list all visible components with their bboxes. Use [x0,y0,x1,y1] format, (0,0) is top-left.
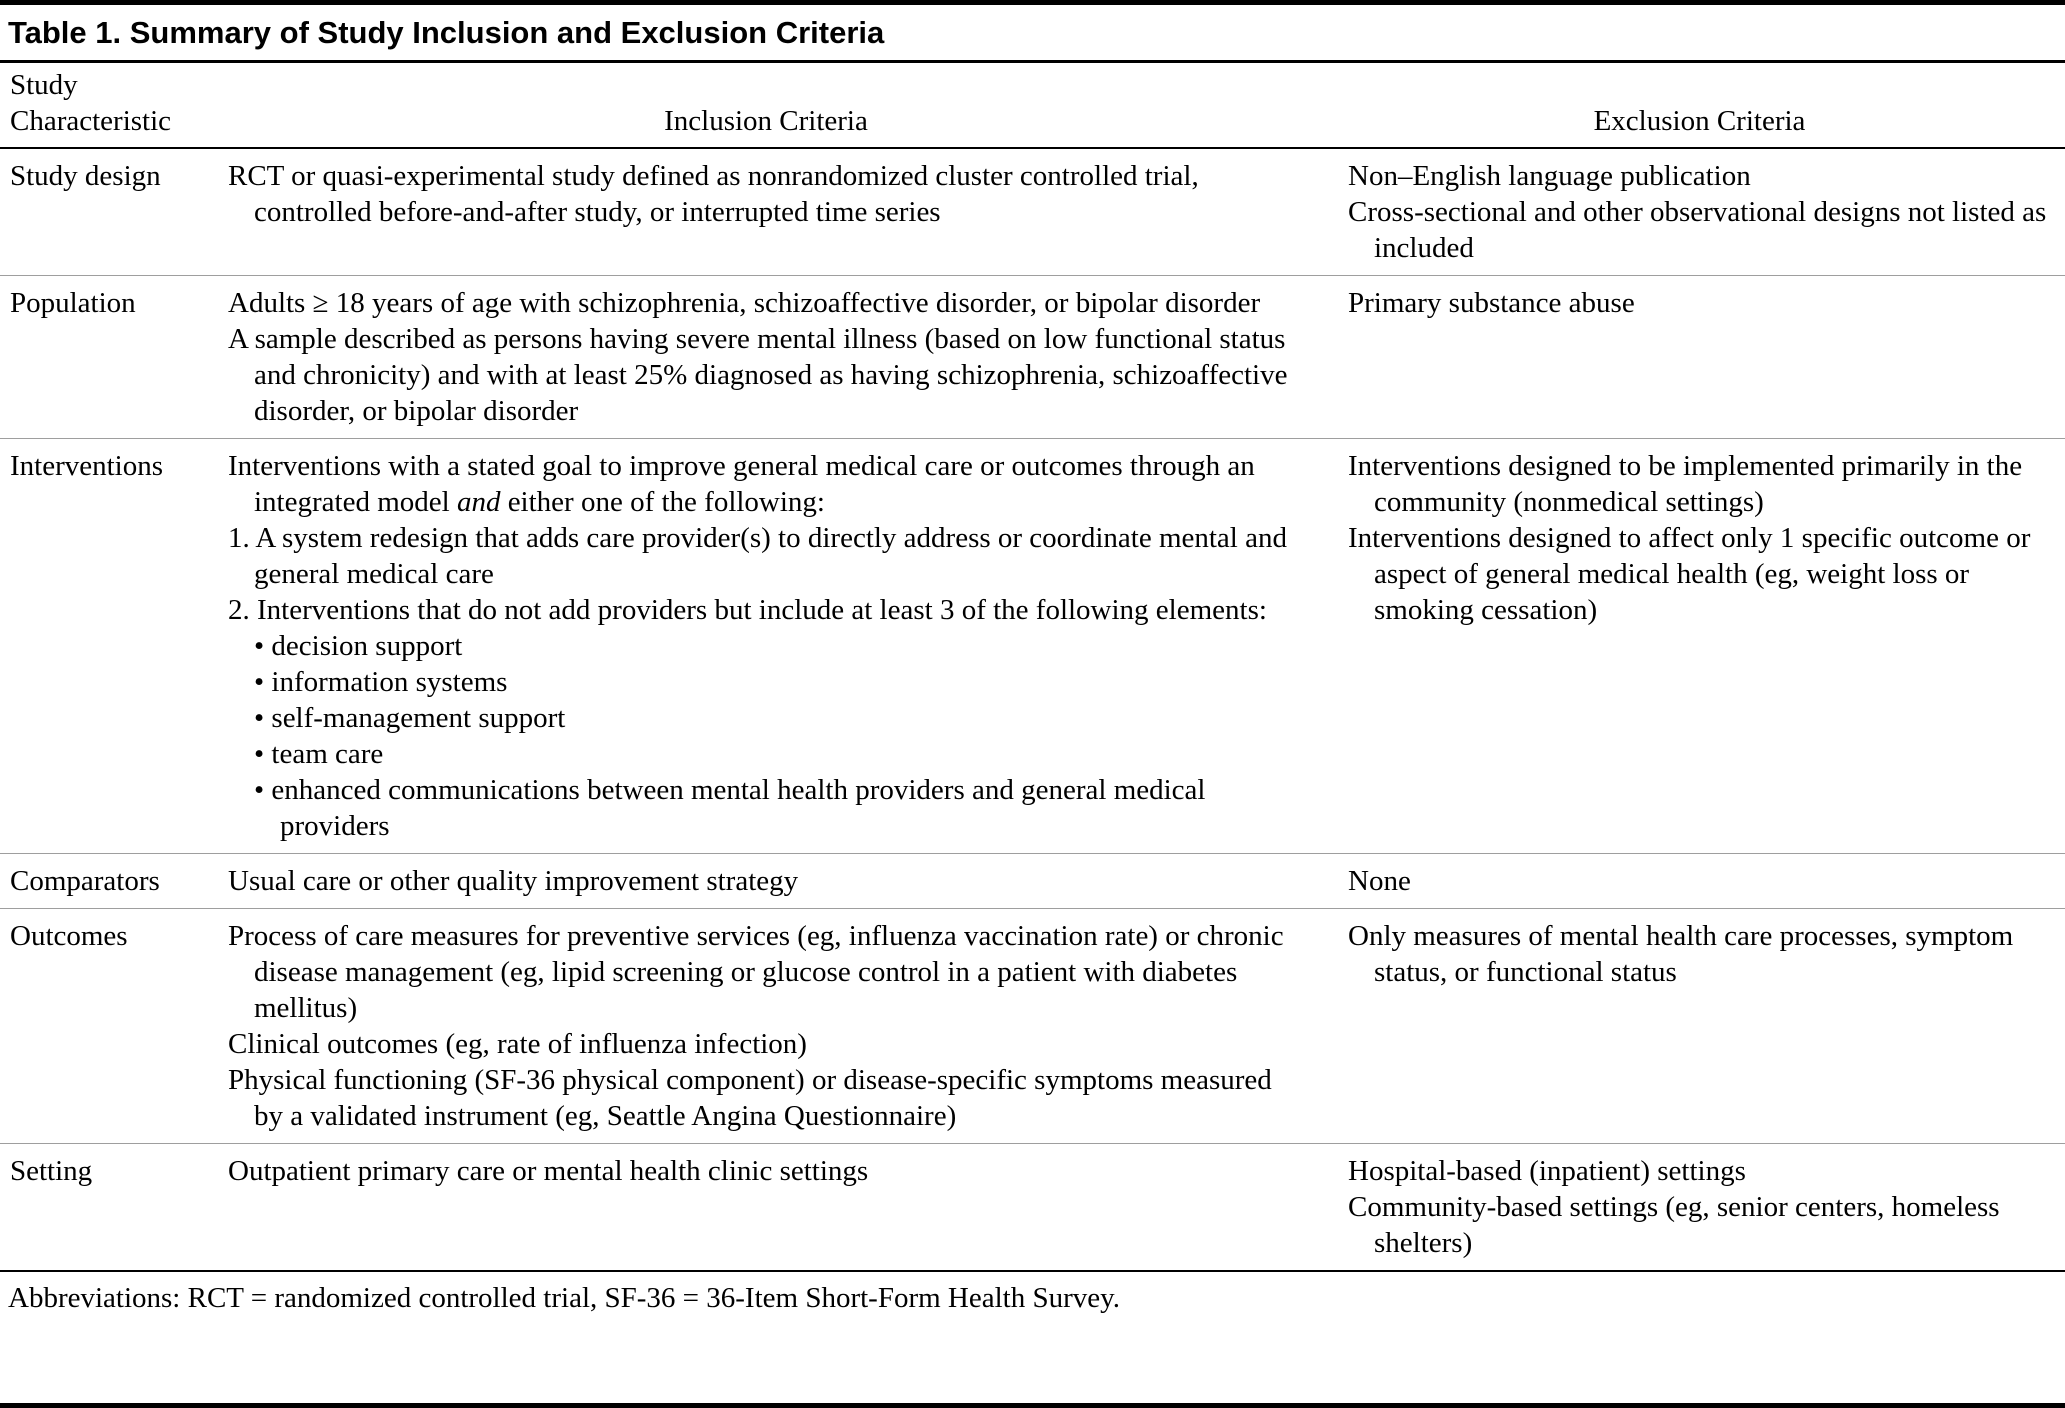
cell-exclusion [1348,863,2065,899]
cell-inclusion [228,158,1348,266]
bullet-item: • decision support [254,630,463,662]
paragraph: Interventions designed to affect only 1 specific outcome or aspect of general medical health (eg, weight loss or smoking cessation) [1348,522,2031,626]
cell-characteristic: Setting [10,1155,93,1187]
paragraph: Community-based settings (eg, senior centers, homeless shelters) [1348,1191,2000,1259]
italic-word: and [456,486,501,518]
paragraph [228,448,1304,520]
paragraph: Non–English language publication [1348,160,1751,192]
cell-exclusion [1348,448,2065,844]
cell-characteristic: Population [10,287,136,319]
paragraph: Hospital-based (inpatient) settings [1348,1155,1746,1187]
paragraph: Physical functioning (SF-36 physical component) or disease-specific symptoms measured by a validated instrument (eg, Seattle Angina Questionnaire) [228,1064,1272,1132]
row-outcomes [0,908,2065,1143]
cell-characteristic: Study design [10,160,161,192]
paragraph-text: Interventions with a stated goal to improve general medical care or outcomes through an integrated model [228,450,1255,518]
row-setting [0,1143,2065,1270]
cell-inclusion [228,863,1348,899]
paragraph-text: either one of the following: [500,486,825,518]
bullet-item: • team care [254,738,384,770]
bullet-item: • self-management support [254,702,566,734]
abbreviations-note: Abbreviations: RCT = randomized controlled trial, SF-36 = 36-Item Short-Form Health Survey. [0,1270,2065,1326]
cell-exclusion [1348,918,2065,1134]
column-header-exclusion: Exclusion Criteria [1593,105,1806,137]
row-population [0,275,2065,438]
cell-inclusion [228,448,1348,844]
column-header-inclusion: Inclusion Criteria [664,105,868,137]
cell-exclusion [1348,285,2065,429]
bullet-item: • enhanced communications between mental health providers and general medical providers [254,774,1206,842]
numbered-item: 2. Interventions that do not add providers but include at least 3 of the following elements: [228,594,1267,626]
paragraph: Cross-sectional and other observational designs not listed as included [1348,196,2047,264]
paragraph: Usual care or other quality improvement strategy [228,865,799,897]
row-interventions [0,438,2065,853]
numbered-item: 1. A system redesign that adds care provider(s) to directly address or coordinate mental and general medical care [228,522,1287,590]
paragraph: Primary substance abuse [1348,287,1635,319]
paragraph: Only measures of mental health care processes, symptom status, or functional status [1348,920,2014,988]
column-header-characteristic: Study Characteristic [10,69,172,137]
table-header-row [0,63,2065,149]
paragraph: Process of care measures for preventive services (eg, influenza vaccination rate) or chronic disease management (eg, lipid screening or glucose control in a patient with diabetes mellitus) [228,920,1284,1024]
paragraph: Clinical outcomes (eg, rate of influenza infection) [228,1028,807,1060]
cell-inclusion [228,285,1348,429]
table-title: Table 1. Summary of Study Inclusion and Exclusion Criteria [0,5,2065,63]
paragraph: RCT or quasi-experimental study defined as nonrandomized cluster controlled trial, controlled before-and-after study, or interrupted time series [228,160,1199,228]
cell-inclusion [228,918,1348,1134]
cell-exclusion [1348,1153,2065,1261]
cell-inclusion [228,1153,1348,1261]
cell-characteristic: Interventions [10,450,164,482]
row-study-design [0,149,2065,275]
paragraph: A sample described as persons having severe mental illness (based on low functional status and chronicity) and with at least 25% diagnosed as having schizophrenia, schizoaffective disorder, or bipolar disorder [228,323,1288,427]
cell-characteristic: Comparators [10,865,160,897]
paragraph: Outpatient primary care or mental health clinic settings [228,1155,869,1187]
row-comparators [0,853,2065,908]
bullet-item: • information systems [254,666,508,698]
paragraph: Interventions designed to be implemented primarily in the community (nonmedical settings) [1348,450,2023,518]
paragraph: Adults ≥ 18 years of age with schizophrenia, schizoaffective disorder, or bipolar disorder [228,287,1261,319]
cell-characteristic: Outcomes [10,920,128,952]
cell-exclusion [1348,158,2065,266]
table-body [0,149,2065,1270]
paragraph: None [1348,865,1411,897]
